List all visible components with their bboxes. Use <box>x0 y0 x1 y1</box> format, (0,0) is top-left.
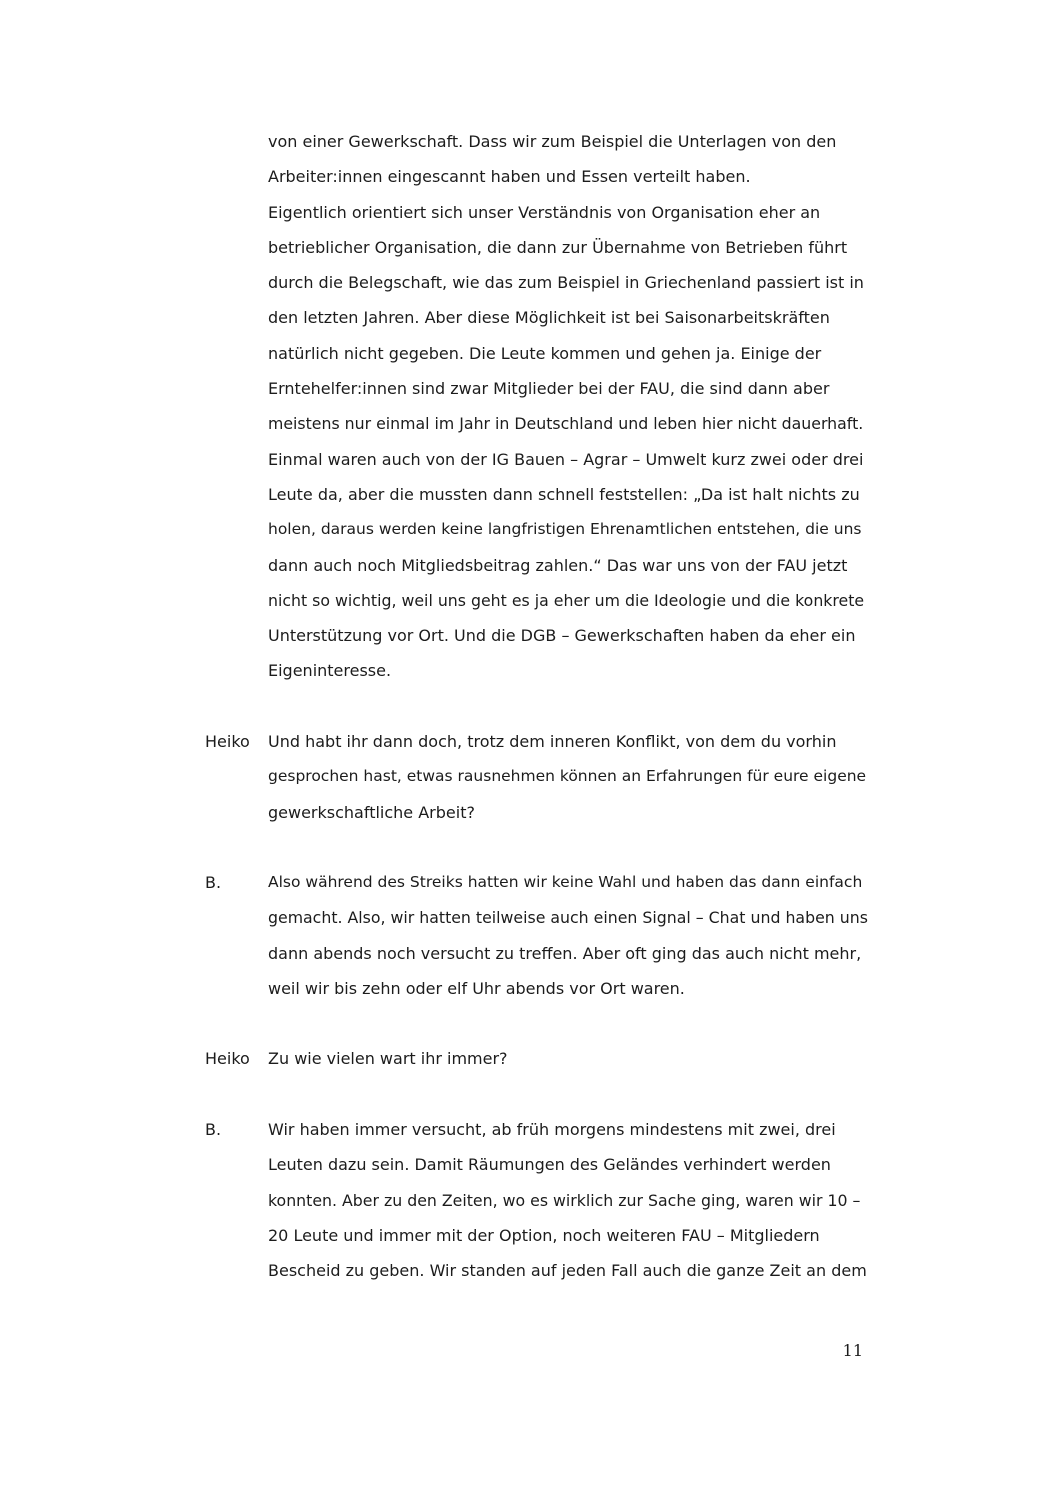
continuation-paragraph <box>268 124 868 689</box>
speaker-label: Heiko <box>205 1049 250 1068</box>
text-line: natürlich nicht gegeben. Die Leute kommen und gehen ja. Einige der <box>268 343 822 363</box>
text-line: von einer Gewerkschaft. Dass wir zum Beispiel die Unterlagen von den <box>268 132 837 151</box>
text-line: durch die Belegschaft, wie das zum Beispiel in Griechenland passiert ist in <box>268 273 864 293</box>
text-line: weil wir bis zehn oder elf Uhr abends vor Ort waren. <box>268 978 685 998</box>
text-line: Leute da, aber die mussten dann schnell feststellen: „Da ist halt nichts zu <box>268 484 860 504</box>
text-line: dann abends noch versucht zu treffen. Aber oft ging das auch nicht mehr, <box>268 943 862 963</box>
text-line: nicht so wichtig, weil uns geht es ja eher um die Ideologie und die konkrete <box>268 590 865 610</box>
text-line: holen, daraus werden keine langfristigen Ehrenamtlichen entstehen, die uns <box>268 520 862 539</box>
text-line: 20 Leute und immer mit der Option, noch weiteren FAU – Mitgliedern <box>268 1225 820 1245</box>
text-line: Einmal waren auch von der IG Bauen – Agrar – Umwelt kurz zwei oder drei <box>268 449 864 469</box>
text-line: Wir haben immer versucht, ab früh morgens mindestens mit zwei, drei <box>268 1120 836 1139</box>
speaker-turn-text <box>268 724 868 830</box>
text-line: dann auch noch Mitgliedsbeitrag zahlen.“ Das war uns von der FAU jetzt <box>268 555 848 575</box>
speaker-label: B. <box>205 1120 222 1139</box>
text-line: gemacht. Also, wir hatten teilweise auch einen Signal – Chat und haben uns <box>268 908 868 928</box>
speaker-label: B. <box>205 873 222 892</box>
text-line: Bescheid zu geben. Wir standen auf jeden Fall auch die ganze Zeit an dem <box>268 1261 867 1281</box>
text-line: Und habt ihr dann doch, trotz dem inneren Konflikt, von dem du vorhin <box>268 732 837 751</box>
text-line: betrieblicher Organisation, die dann zur Übernahme von Betrieben führt <box>268 237 848 257</box>
text-line: konnten. Aber zu den Zeiten, wo es wirklich zur Sache ging, waren wir 10 – <box>268 1190 861 1210</box>
text-line: Eigeninteresse. <box>268 661 392 681</box>
text-line: Zu wie vielen wart ihr immer? <box>268 1049 508 1068</box>
speaker-label: Heiko <box>205 732 250 751</box>
text-line: gesprochen hast, etwas rausnehmen können an Erfahrungen für eure eigene <box>268 767 867 786</box>
text-line: Arbeiter:innen eingescannt haben und Essen verteilt haben. <box>268 167 751 187</box>
text-line: meistens nur einmal im Jahr in Deutschland und leben hier nicht dauerhaft. <box>268 414 864 434</box>
text-line: Eigentlich orientiert sich unser Verständnis von Organisation eher an <box>268 202 821 222</box>
speaker-turn-text <box>268 1112 868 1288</box>
text-line: gewerkschaftliche Arbeit? <box>268 802 475 822</box>
text-line: Erntehelfer:innen sind zwar Mitglieder bei der FAU, die sind dann aber <box>268 379 830 399</box>
speaker-turn-text <box>268 1041 868 1076</box>
text-line: den letzten Jahren. Aber diese Möglichkeit ist bei Saisonarbeitskräften <box>268 308 830 328</box>
page-number: 11 <box>842 1341 863 1360</box>
speaker-turn-text <box>268 865 868 1006</box>
text-line: Unterstützung vor Ort. Und die DGB – Gewerkschaften haben da eher ein <box>268 626 856 646</box>
text-line: Leuten dazu sein. Damit Räumungen des Geländes verhindert werden <box>268 1155 831 1175</box>
text-line: Also während des Streiks hatten wir keine Wahl und haben das dann einfach <box>268 873 863 891</box>
